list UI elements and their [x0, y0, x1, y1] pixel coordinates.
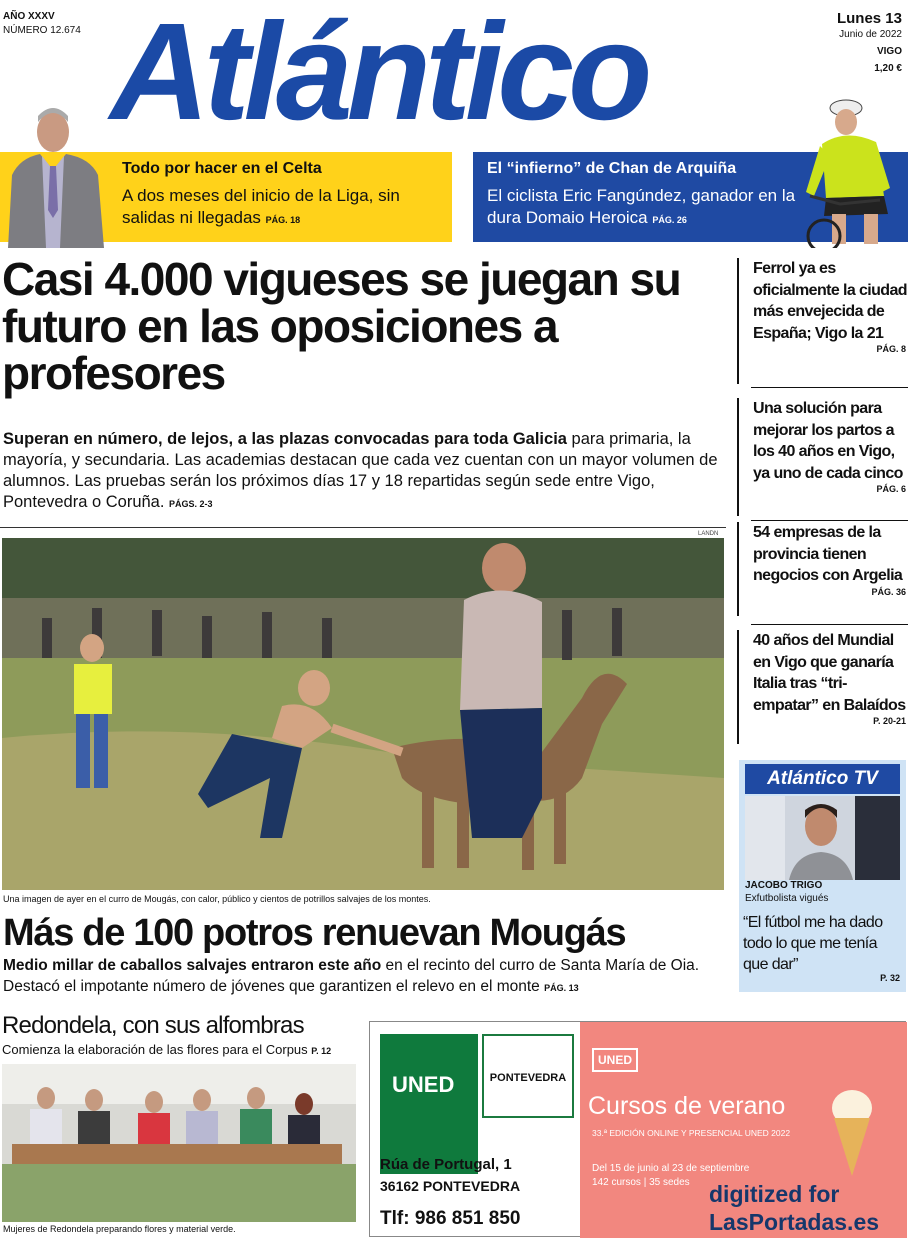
edition-number: NÚMERO 12.674 — [3, 25, 81, 36]
ad-address: Rúa de Portugal, 1 — [380, 1156, 512, 1173]
standfirst-lead: Superan en número, de lejos, a las plazas convocadas para toda Galicia — [3, 430, 567, 448]
sidebar-item[interactable] — [737, 258, 908, 384]
sidebar-item-title: 40 años del Mundial en Vigo que ganaría Italia tras “tri-empatar” en Balaídos — [753, 632, 906, 714]
ad-edition: 33.ª EDICIÓN ONLINE Y PRESENCIAL UNED 2022 — [592, 1128, 791, 1138]
divider — [751, 624, 908, 625]
photo-caption: Una imagen de ayer en el curro de Mougás, con calor, público y cientos de potrillos salvajes de los montes. — [3, 894, 431, 904]
page-ref: PÁG. 18 — [265, 215, 301, 225]
standfirst-lead: Medio millar de caballos salvajes entraron este año — [3, 957, 382, 974]
page-ref: PÁG. 13 — [544, 983, 579, 993]
page-ref: PÁG. 6 — [876, 484, 906, 494]
redondela-subtitle: Comienza la elaboración de las flores para el Corpus P. 12 — [2, 1042, 332, 1057]
ad-phone: Tlf: 986 851 850 — [380, 1208, 521, 1229]
ice-cream-icon — [828, 1086, 876, 1176]
ad-dates: Del 15 de junio al 23 de septiembre 142 cursos | 35 sedes — [592, 1163, 750, 1188]
sidebar-item[interactable] — [737, 522, 908, 616]
celta-president-photo — [0, 100, 110, 248]
divider — [0, 527, 726, 528]
promo-text: A dos meses del inicio de la Liga, sin salidas ni llegadas PÁG. 18 — [122, 186, 400, 227]
newspaper-logo: Atlántico — [110, 0, 647, 149]
watermark: digitized for LasPortadas.es — [709, 1181, 880, 1235]
edition-city: VIGO — [876, 46, 902, 57]
masthead-date-block — [812, 10, 902, 74]
cyclist-photo — [800, 96, 908, 248]
divider — [751, 520, 908, 521]
sidebar-item-title: Ferrol ya es oficialmente la ciudad más envejecida de España; Vigo la 21 — [753, 260, 907, 342]
promo-text: El ciclista Eric Fangúndez, ganador en la dura Domaio Heroica PÁG. 26 — [487, 186, 796, 227]
uned-location-box: PONTEVEDRA — [482, 1034, 574, 1118]
tv-interviewee-name: JACOBO TRIGO — [745, 880, 823, 891]
ad-title: Cursos de verano — [588, 1092, 786, 1120]
masthead-edition-info — [3, 10, 81, 38]
redondela-headline[interactable]: Redondela, con sus alfombras — [2, 1012, 304, 1039]
photo-credit: LANDN — [698, 531, 719, 537]
ad-postcode: 36162 PONTEVEDRA — [380, 1178, 521, 1194]
atlantico-tv-box[interactable] — [739, 760, 906, 992]
page-ref: PÁG. 26 — [652, 215, 687, 225]
edition-date: Junio de 2022 — [839, 29, 902, 40]
tv-quote: “El fútbol me ha dado todo lo que me tenía que dar” — [743, 914, 883, 973]
promo-title: Todo por hacer en el Celta — [122, 160, 322, 177]
sidebar-item-title: 54 empresas de la provincia tienen negocios con Argelia — [753, 524, 903, 584]
standfirst-body: en el recinto del curro de Santa María de Oia. Destacó el impotante número de jóvenes que garantizen el relevo en el monte — [3, 957, 700, 995]
divider — [751, 387, 908, 388]
tv-interviewee-role: Exfutbolista vigués — [745, 893, 829, 904]
page-ref: PÁG. 8 — [876, 344, 906, 354]
sidebar-item[interactable] — [737, 398, 908, 516]
uned-logo: UNED — [380, 1034, 478, 1174]
page-ref: P. 20-21 — [873, 716, 906, 726]
page-ref: PÁG. 36 — [871, 586, 906, 597]
main-headline[interactable]: Casi 4.000 vigueses se juegan su futuro en las oposiciones a profesores — [2, 253, 681, 399]
sidebar-item-title: Una solución para mejorar los partos a los 40 años en Vigo, ya uno de cada cinco — [753, 400, 903, 482]
photo-caption: Mujeres de Redondela preparando flores y material verde. — [3, 1224, 236, 1234]
page-ref: P. 32 — [880, 973, 900, 983]
standfirst-body: para primaria, la mayoría, y secundaria. Las academias destacan que cada vez cuentan con un mayor volumen de alumnos. Las pruebas serán los próximos días 17 y 18 repartidas según sede entre Vigo, Pontevedra o Coruña. — [3, 430, 718, 511]
tv-header: Atlántico TV — [745, 764, 900, 794]
sidebar-item[interactable] — [737, 630, 908, 744]
edition-day: Lunes 13 — [836, 10, 902, 27]
main-standfirst — [3, 429, 725, 515]
tv-interviewee-photo — [745, 796, 900, 880]
second-headline[interactable]: Más de 100 potros renuevan Mougás — [3, 912, 626, 954]
second-standfirst — [3, 955, 725, 999]
mougas-horses-photo — [2, 538, 724, 890]
redondela-flowers-photo — [2, 1064, 356, 1222]
promo-title: El “infierno” de Chan de Arquiña — [487, 160, 737, 177]
edition-year: AÑO XXXV — [3, 11, 55, 22]
uned-small-logo: UNED — [592, 1048, 638, 1072]
page-ref: P. 12 — [311, 1046, 332, 1056]
page-ref: PÁGS. 2-3 — [169, 499, 213, 509]
edition-price: 1,20 € — [874, 63, 902, 74]
